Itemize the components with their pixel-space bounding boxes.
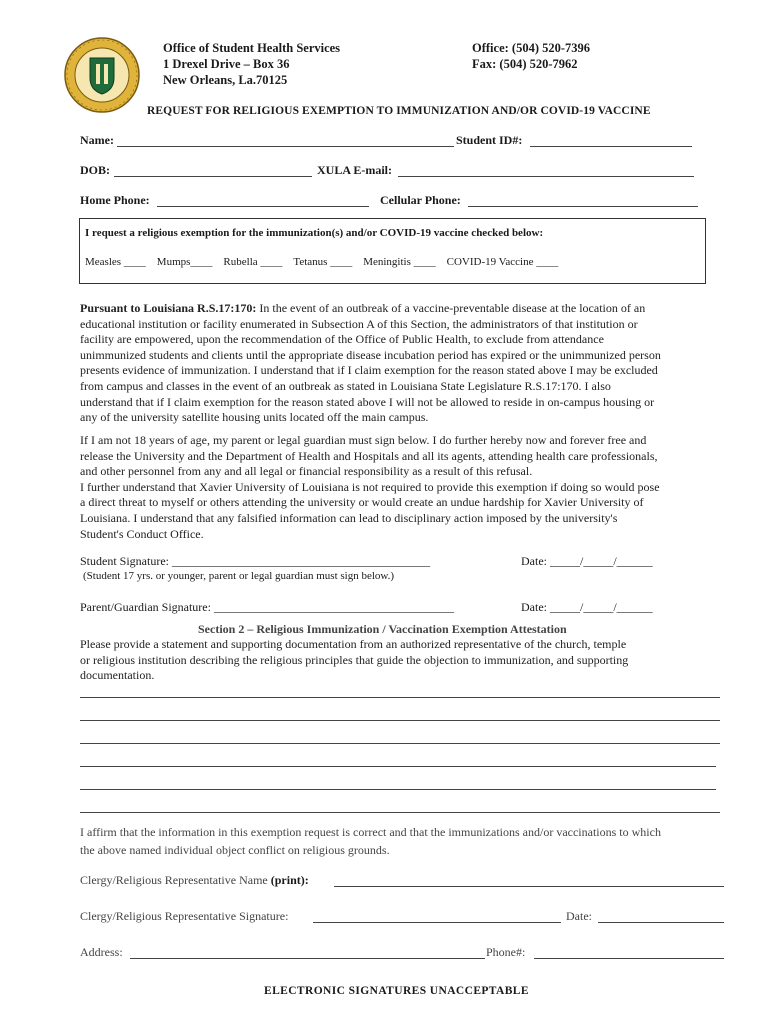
office-name: Office of Student Health Services	[163, 41, 341, 55]
university-seal-logo	[63, 36, 141, 114]
statement-line[interactable]	[80, 697, 720, 698]
statute-line: educational institution or facility enumerated in Subsection A of this Section, the administrators of that institution or	[80, 316, 638, 331]
statute-line: understand that if I claim exemption for the reason stated above I will not be allowed to reside in on-campus housing or	[80, 394, 655, 409]
mumps-checkbox[interactable]: Mumps____	[156, 256, 213, 268]
email-field[interactable]	[398, 176, 694, 177]
statute-line: unimmunized students and clients until the appropriate disease incubation period has expired or the unimmunized person	[80, 347, 661, 362]
exemption-request-box	[79, 218, 706, 284]
rubella-checkbox[interactable]: Rubella ____	[223, 256, 283, 268]
address-label: Address:	[80, 945, 123, 959]
clergy-date-field[interactable]	[598, 922, 724, 923]
release-line: and other personnel from any and all legal or financial responsibility as a result of this refusal.	[80, 464, 533, 479]
student-signature-field[interactable]: Student Signature: ___________________________________________	[80, 554, 430, 568]
student-age-note: (Student 17 yrs. or younger, parent or legal guardian must sign below.)	[83, 570, 395, 582]
release-line: Student's Conduct Office.	[80, 526, 204, 541]
instruction-line: or religious institution describing the religious principles that guide the objection to immunization, and supporting	[80, 652, 629, 667]
dob-field[interactable]	[114, 176, 312, 177]
statute-line: any of the university satellite housing units located off the main campus.	[80, 410, 429, 425]
release-line: Louisiana. I understand that any falsified information can lead to disciplinary action imposed by the university's	[80, 510, 618, 525]
electronic-signature-notice: ELECTRONIC SIGNATURES UNACCEPTABLE	[264, 985, 529, 997]
instruction-line: documentation.	[80, 668, 155, 683]
statute-lead: Pursuant to Louisiana R.S.17:170:	[80, 301, 257, 315]
student-id-label: Student ID#:	[456, 133, 523, 147]
clergy-signature-label: Clergy/Religious Representative Signature:	[80, 909, 289, 923]
clergy-date-label: Date:	[566, 909, 592, 923]
clergy-phone-field[interactable]	[534, 958, 724, 959]
contact-block	[472, 40, 590, 72]
meningitis-checkbox[interactable]: Meningitis ____	[363, 256, 436, 268]
tetanus-checkbox[interactable]: Tetanus ____	[293, 256, 353, 268]
release-line: release the University and the Department of Health and Hospitals and all its agents, attending health care professionals,	[80, 448, 658, 463]
cell-phone-label: Cellular Phone:	[380, 193, 461, 207]
student-id-field[interactable]	[530, 146, 692, 147]
office-phone: Office: (504) 520-7396	[472, 41, 591, 55]
guardian-date-field[interactable]: Date: _____/_____/______	[521, 600, 653, 614]
guardian-release-paragraph	[80, 433, 730, 542]
office-street: 1 Drexel Drive – Box 36	[163, 57, 290, 71]
request-statement: I request a religious exemption for the immunization(s) and/or COVID-19 vaccine checked below:	[85, 227, 544, 239]
louisiana-statute-paragraph	[80, 301, 730, 426]
student-date-field[interactable]: Date: _____/_____/______	[521, 554, 653, 568]
affirmation-paragraph	[80, 823, 740, 859]
statement-line[interactable]	[80, 789, 716, 790]
form-title: REQUEST FOR RELIGIOUS EXEMPTION TO IMMUNIZATION AND/OR COVID-19 VACCINE	[147, 105, 651, 117]
affirm-line: I affirm that the information in this exemption request is correct and that the immunizations and/or vaccinations to which	[80, 825, 661, 839]
name-field[interactable]	[117, 146, 454, 147]
address-field[interactable]	[130, 958, 485, 959]
statute-line: facility are empowered, upon the recommendation of the Office of Public Health, to exclude from attendance	[80, 332, 604, 347]
release-line: If I am not 18 years of age, my parent or legal guardian must sign below. I do further hereby now and forever free and	[80, 433, 647, 447]
clergy-print-note: (print):	[270, 873, 309, 887]
statute-line: In the event of an outbreak of a vaccine-preventable disease at the location of an	[259, 301, 646, 315]
email-label: XULA E-mail:	[317, 163, 392, 177]
measles-checkbox[interactable]: Measles ____	[85, 256, 146, 268]
release-line: I further understand that Xavier University of Louisiana is not required to provide this exemption if doing so would pose	[80, 479, 660, 494]
release-line: a direct threat to myself or others attending the university or would create an undue hardship for Xavier University of	[80, 495, 644, 510]
section2-title: Section 2 – Religious Immunization / Vaccination Exemption Attestation	[198, 622, 567, 636]
clergy-name-text: Clergy/Religious Representative Name	[80, 873, 268, 887]
clergy-phone-label: Phone#:	[486, 945, 526, 959]
vaccine-checklist	[85, 256, 558, 268]
statement-line[interactable]	[80, 743, 720, 744]
section2-instructions	[80, 637, 730, 684]
clergy-signature-field[interactable]	[313, 922, 561, 923]
home-phone-field[interactable]	[157, 206, 369, 207]
dob-label: DOB:	[80, 163, 110, 177]
clergy-name-label	[80, 873, 309, 888]
cell-phone-field[interactable]	[468, 206, 698, 207]
statement-line[interactable]	[80, 766, 716, 767]
office-address-block	[163, 40, 340, 88]
guardian-signature-field[interactable]: Parent/Guardian Signature: ________________________________________	[80, 600, 454, 614]
office-fax: Fax: (504) 520-7962	[472, 57, 578, 71]
instruction-line: Please provide a statement and supporting documentation from an authorized representative of the church, temple	[80, 637, 627, 651]
statement-line[interactable]	[80, 812, 720, 813]
covid19-checkbox[interactable]: COVID-19 Vaccine ____	[446, 256, 559, 268]
office-city: New Orleans, La.70125	[163, 73, 288, 87]
statement-line[interactable]	[80, 720, 720, 721]
statute-line: presents evidence of immunization. I understand that if I claim exemption for the reason stated above I may be excluded	[80, 363, 658, 378]
clergy-name-field[interactable]	[334, 886, 724, 887]
name-label: Name:	[80, 133, 114, 147]
affirm-line: the above named individual object conflict on religious grounds.	[80, 843, 390, 857]
home-phone-label: Home Phone:	[80, 193, 150, 207]
statute-line: from campus and classes in the event of an outbreak as stated in Louisiana State Legislature R.S.17:170. I also	[80, 378, 611, 393]
